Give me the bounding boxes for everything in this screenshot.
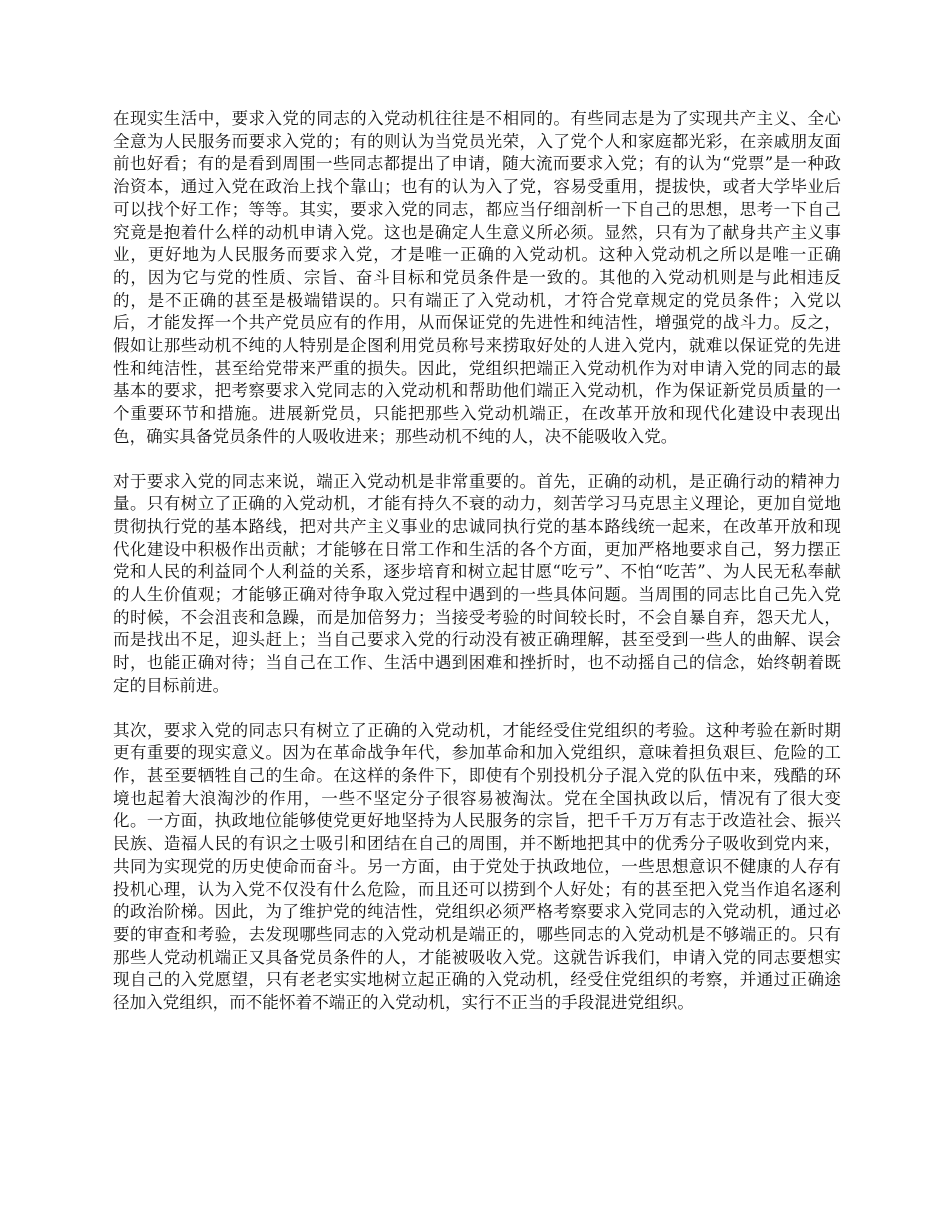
paragraph-1: 在现实生活中，要求入党的同志的入党动机往往是不相同的。有些同志是为了实现共产主义、全心全意为人民服务而要求入党的；有的则认为当党员光荣，入了党个人和家庭都光彩，在亲戚朋友面前也好看；有的是看到周围一些同志都提出了申请，随大流而要求入党；有的认为“党票”是一种政治资本，通过入党在政治上找个靠山；也有的认为入了党，容易受重用，提拔快，或者大学毕业后可以找个好工作；等等。其实，要求入党的同志，都应当仔细剖析一下自己的思想，思考一下自己究竟是抱着什么样的动机申请入党。这也是确定人生意义所必须。显然，只有为了献身共产主义事业，更好地为人民服务而要求入党，才是唯一正确的入党动机。这种入党动机之所以是唯一正确的，因为它与党的性质、宗旨、奋斗目标和党员条件是一致的。其他的入党动机则是与此相违反的，是不正确的甚至是极端错误的。只有端正了入党动机，才符合党章规定的党员条件；入党以后，才能发挥一个共产党员应有的作用，从而保证党的先进性和纯洁性，增强党的战斗力。反之，假如让那些动机不纯的人特别是企图利用党员称号来捞取好处的人进入党内，就难以保证党的先进性和纯洁性，甚至给党带来严重的损失。因此，党组织把端正入党动机作为对申请入党的同志的最基本的要求，把考察要求入党同志的入党动机和帮助他们端正入党动机，作为保证新党员质量的一个重要环节和措施。进展新党员，只能把那些入党动机端正，在改革开放和现代化建设中表现出色，确实具备党员条件的人吸收进来；那些动机不纯的人，决不能吸收入党。 (113, 109, 841, 446)
document-body (113, 108, 841, 1037)
paragraph-2: 对于要求入党的同志来说，端正入党动机是非常重要的。首先，正确的动机，是正确行动的精神力量。只有树立了正确的入党动机，才能有持久不衰的动力，刻苦学习马克思主义理论，更加自觉地贯彻执行党的基本路线，把对共产主义事业的忠诚同执行党的基本路线统一起来，在改革开放和现代化建设中积极作出贡献；才能够在日常工作和生活的各个方面，更加严格地要求自己，努力摆正党和人民的利益同个人利益的关系，逐步培育和树立起甘愿“吃亏”、不怕“吃苦”、为人民无私奉献的人生价值观；才能够正确对待争取入党过程中遇到的一些具体问题。当周围的同志比自己先入党的时候，不会沮丧和急躁，而是加倍努力；当接受考验的时间较长时，不会自暴自弃，怨天尤人，而是找出不足，迎头赶上；当自己要求入党的行动没有被正确理解，甚至受到一些人的曲解、误会时，也能正确对待；当自己在工作、生活中遇到困难和挫折时，也不动摇自己的信念，始终朝着既定的目标前进。 (113, 471, 841, 695)
paragraph-3: 其次，要求入党的同志只有树立了正确的入党动机，才能经受住党组织的考验。这种考验在新时期更有重要的现实意义。因为在革命战争年代，参加革命和加入党组织，意味着担负艰巨、危险的工作，甚至要牺牲自己的生命。在这样的条件下，即使有个别投机分子混入党的队伍中来，残酷的环境也起着大浪淘沙的作用，一些不坚定分子很容易被淘汰。党在全国执政以后，情况有了很大变化。一方面，执政地位能够使党更好地坚持为人民服务的宗旨，把千千万万有志于改造社会、振兴民族、造福人民的有识之士吸引和团结在自己的周围，并不断地把其中的优秀分子吸收到党内来，共同为实现党的历史使命而奋斗。另一方面，由于党处于执政地位，一些思想意识不健康的人存有投机心理，认为入党不仅没有什么危险，而且还可以捞到个人好处；有的甚至把入党当作追名逐利的政治阶梯。因此，为了维护党的纯洁性，党组织必须严格考察要求入党同志的入党动机，通过必要的审查和考验，去发现哪些同志的入党动机是端正的，哪些同志的入党动机是不够端正的。只有那些人党动机端正又具备党员条件的人，才能被吸收入党。这就告诉我们，申请入党的同志要想实现自己的入党愿望，只有老老实实地树立起正确的入党动机，经受住党组织的考察，并通过正确途径加入党组织，而不能怀着不端正的入党动机，实行不正当的手段混进党组织。 (113, 720, 841, 1013)
